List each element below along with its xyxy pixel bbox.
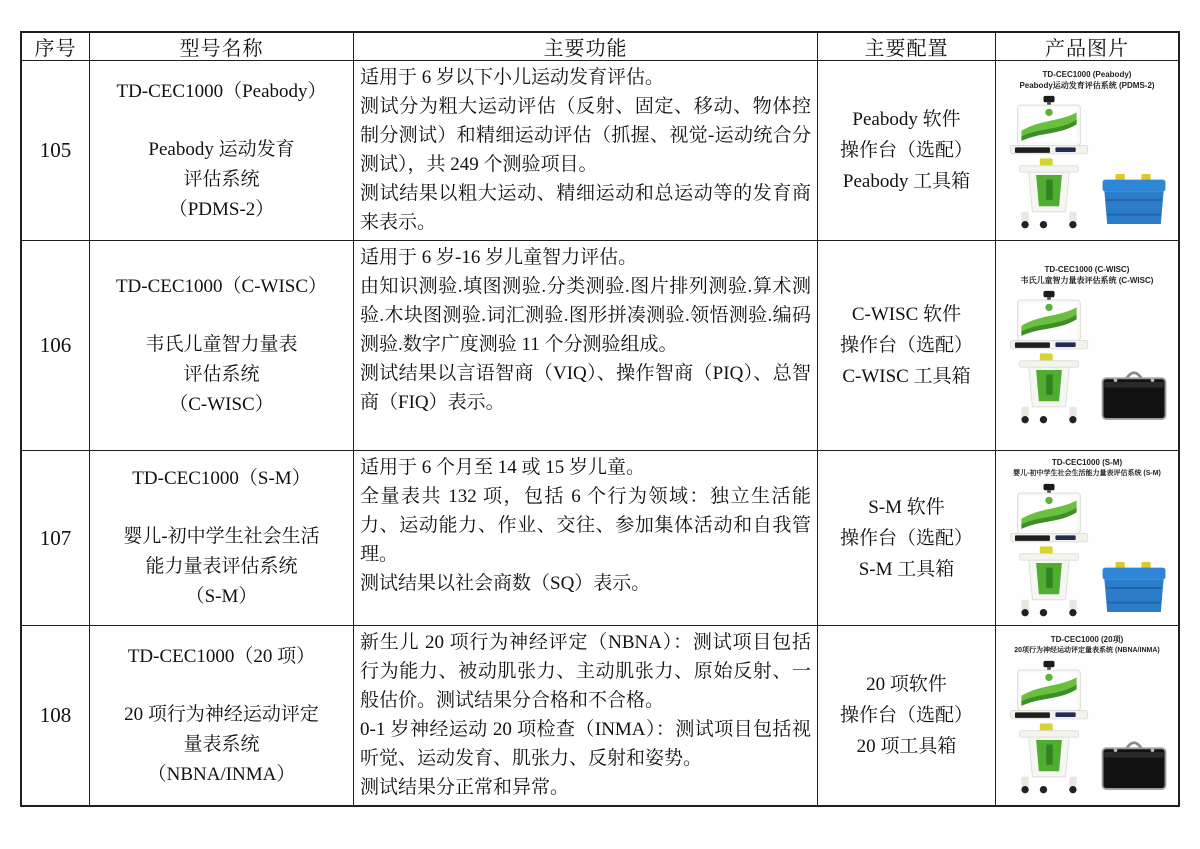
blue-toolbox-icon xyxy=(1103,174,1166,224)
config-line: C-WISC 工具箱 xyxy=(842,366,971,387)
model-line: 20 项行为神经运动评定 xyxy=(124,703,319,725)
model-line: 婴儿-初中学生社会生活 xyxy=(123,526,320,547)
function-paragraph: 适用于 6 岁以下小儿运动发育评估。 xyxy=(360,67,665,88)
config-line: C-WISC 软件 xyxy=(851,304,962,325)
tool-case-illustration xyxy=(1097,554,1171,620)
model-line: （C-WISC） xyxy=(169,393,274,415)
function-paragraph: 测试分为粗大运动评估（反射、固定、移动、物体控制分测试）和精细运动评估（抓握、视觉-运动统合分测试），共 249 个测验项目。 xyxy=(360,96,811,175)
row-107-serial: 107 xyxy=(22,451,90,626)
config-line: 操作台（选配） xyxy=(839,527,973,549)
config-line: Peabody 软件 xyxy=(852,109,961,130)
model-line: 韦氏儿童智力量表 xyxy=(145,333,298,355)
model-code: TD-CEC1000（S-M） xyxy=(132,468,311,489)
header-cell-photo: 产品图片 xyxy=(996,33,1178,61)
function-paragraph: 0-1 岁神经运动 20 项检查（INMA）：测试项目包括视听觉、运动发育、肌张力、反射和姿势。 xyxy=(360,719,811,769)
config-line: S-M 软件 xyxy=(868,496,945,518)
photo-caption-line1: TD-CEC1000 (C-WISC) xyxy=(1044,265,1130,274)
row-106-function xyxy=(354,241,818,451)
function-paragraph: 适用于 6 个月至 14 或 15 岁儿童。 xyxy=(360,457,646,478)
row-107-photo xyxy=(996,451,1178,626)
tool-case-illustration xyxy=(1097,731,1171,797)
model-line: （NBNA/INMA） xyxy=(147,763,296,785)
model-code: TD-CEC1000（20 项） xyxy=(127,645,316,667)
row-107-model xyxy=(90,451,354,626)
photo-caption-line1: TD-CEC1000 (S-M) xyxy=(1051,457,1123,467)
row-105-function xyxy=(354,61,818,241)
row-106-model xyxy=(90,241,354,451)
model-line: 量表系统 xyxy=(183,733,260,755)
row-106-photo xyxy=(996,241,1178,451)
photo-caption-line2: 婴儿-初中学生社会生活能力量表评估系统 (S-M) xyxy=(1013,469,1161,477)
model-line: （PDMS-2） xyxy=(168,198,275,220)
black-briefcase-icon xyxy=(1103,743,1166,789)
photo-caption-line2: 韦氏儿童智力量表评估系统 (C-WISC) xyxy=(1020,276,1154,285)
config-line: 操作台（选配） xyxy=(839,140,973,161)
model-code: TD-CEC1000（Peabody） xyxy=(116,80,327,102)
function-paragraph: 全量表共 132 项，包括 6 个行为领域：独立生活能力、运动能力、作业、交往、参加集体活动和自我管理。 xyxy=(360,486,811,565)
assessment-cart-illustration xyxy=(1003,94,1095,232)
row-108-model xyxy=(90,626,354,805)
model-line: 能力量表评估系统 xyxy=(145,556,298,577)
row-108-config xyxy=(818,626,996,805)
function-paragraph: 新生儿 20 项行为神经评定（NBNA）：测试项目包括行为能力、被动肌张力、主动肌张力、原始反射、一般估价。测试结果分合格和不合格。 xyxy=(360,632,811,711)
blue-toolbox-icon xyxy=(1103,562,1166,612)
photo-caption-line2: Peabody运动发育评估系统 (PDMS-2) xyxy=(1019,81,1155,90)
config-line: 20 项软件 xyxy=(866,674,947,695)
function-paragraph: 测试结果以言语智商（VIQ）、操作智商（PIQ）、总智商（FIQ）表示。 xyxy=(360,363,811,413)
row-105-serial: 105 xyxy=(22,61,90,241)
model-line: （S-M） xyxy=(185,586,258,607)
header-cell-function: 主要功能 xyxy=(354,33,818,61)
model-code: TD-CEC1000（C-WISC） xyxy=(115,275,328,297)
assessment-cart-illustration xyxy=(1003,482,1095,620)
row-105-photo xyxy=(996,61,1178,241)
config-line: 操作台（选配） xyxy=(839,335,973,356)
row-105-model xyxy=(90,61,354,241)
assessment-cart-illustration xyxy=(1003,289,1095,427)
row-108-photo xyxy=(996,626,1178,805)
product-spec-table xyxy=(20,31,1180,807)
row-106-serial: 106 xyxy=(22,241,90,451)
row-108-serial: 108 xyxy=(22,626,90,805)
model-line: 评估系统 xyxy=(183,168,260,190)
header-cell-config: 主要配置 xyxy=(818,33,996,61)
black-briefcase-icon xyxy=(1103,373,1166,419)
row-107-config xyxy=(818,451,996,626)
function-paragraph: 测试结果以社会商数（SQ）表示。 xyxy=(360,573,651,594)
function-paragraph: 测试结果分正常和异常。 xyxy=(360,777,570,798)
function-paragraph: 由知识测验.填图测验.分类测验.图片排列测验.算术测验.木块图测验.词汇测验.图形拼凑测验.领悟测验.编码测验.数字广度测验 11 个分测验组成。 xyxy=(360,276,811,355)
photo-caption-line1: TD-CEC1000 (Peabody) xyxy=(1042,70,1132,79)
function-paragraph: 测试结果以粗大运动、精细运动和总运动等的发育商来表示。 xyxy=(360,183,811,233)
config-line: 20 项工具箱 xyxy=(856,736,957,757)
photo-caption-line1: TD-CEC1000 (20项) xyxy=(1050,635,1124,644)
row-108-function xyxy=(354,626,818,805)
tool-case-illustration xyxy=(1097,166,1171,232)
photo-caption-line2: 20项行为神经运动评定量表系统 (NBNA/INMA) xyxy=(1014,647,1160,654)
row-106-config xyxy=(818,241,996,451)
row-107-function xyxy=(354,451,818,626)
assessment-cart-illustration xyxy=(1003,659,1095,797)
function-paragraph: 适用于 6 岁-16 岁儿童智力评估。 xyxy=(360,247,638,268)
config-line: Peabody 工具箱 xyxy=(842,171,971,192)
model-line: 评估系统 xyxy=(183,363,260,385)
header-cell-model: 型号名称 xyxy=(90,33,354,61)
config-line: 操作台（选配） xyxy=(839,705,973,726)
config-line: S-M 工具箱 xyxy=(858,558,955,580)
row-105-config xyxy=(818,61,996,241)
model-line: Peabody 运动发育 xyxy=(148,138,295,160)
tool-case-illustration xyxy=(1097,361,1171,427)
header-cell-serial: 序号 xyxy=(22,33,90,61)
